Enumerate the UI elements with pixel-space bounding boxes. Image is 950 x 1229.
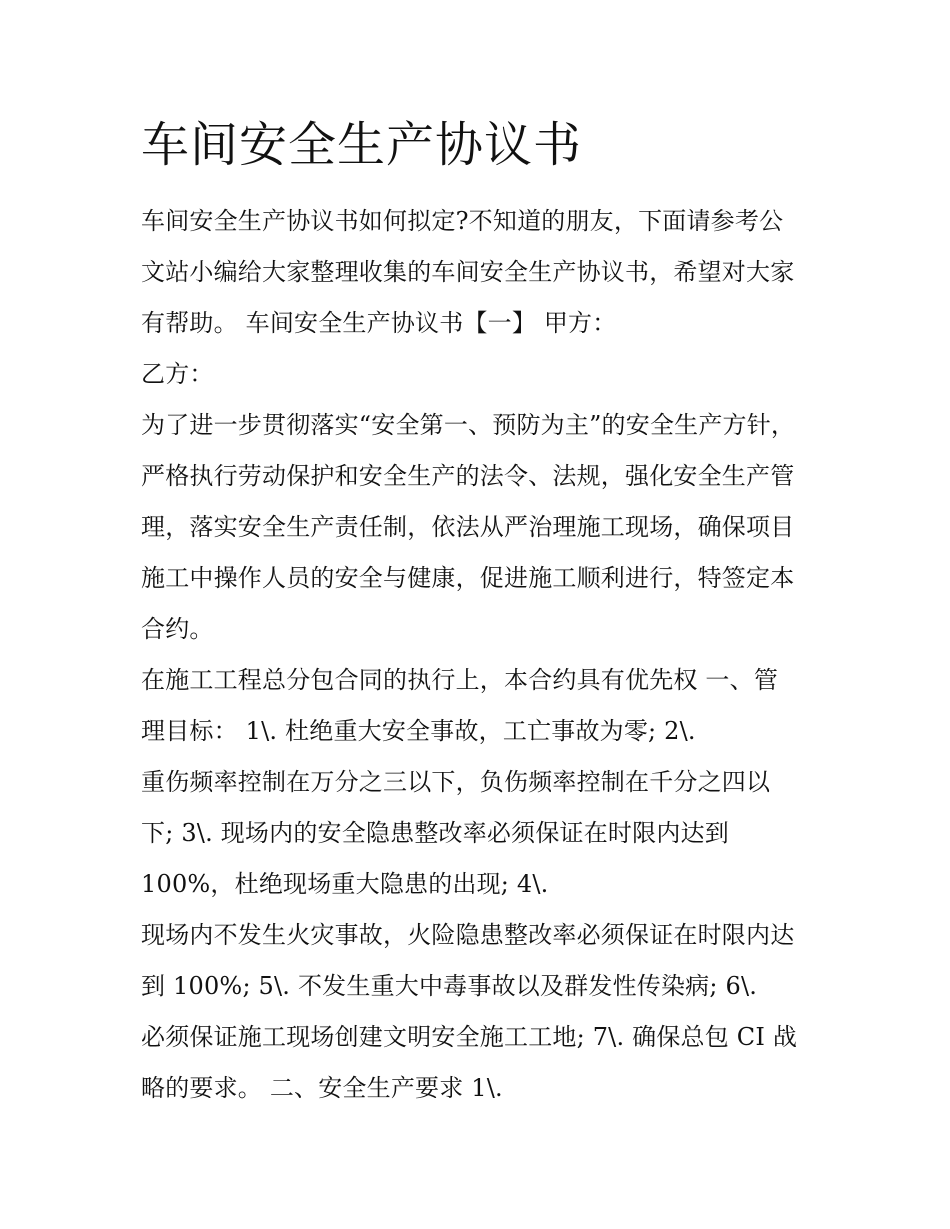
body-line: 重伤频率控制在万分之三以下，负伤频率控制在千分之四以	[141, 768, 771, 796]
body-line: 略的要求。 二、安全生产要求 1\.	[141, 1074, 503, 1102]
body-line: 100%，杜绝现场重大隐患的出现; 4\.	[141, 870, 549, 898]
body-line: 施工中操作人员的安全与健康，促进施工顺利进行，特签定本	[141, 564, 795, 592]
body-line: 为了进一步贯彻落实“安全第一、预防为主”的安全生产方针，	[141, 411, 796, 439]
body-line: 到 100%; 5\. 不发生重大中毒事故以及群发性传染病; 6\.	[141, 972, 758, 1000]
body-line: 乙方：	[141, 360, 214, 388]
body-line: 下; 3\. 现场内的安全隐患整改率必须保证在时限内达到	[141, 819, 729, 847]
body-line: 合约。	[141, 615, 214, 643]
body-line: 现场内不发生火灾事故，火险隐患整改率必须保证在时限内达	[141, 921, 795, 949]
body-line: 理目标： 1\. 杜绝重大安全事故，工亡事故为零; 2\.	[141, 717, 696, 745]
body-line: 文站小编给大家整理收集的车间安全生产协议书，希望对大家	[141, 258, 795, 286]
document-title: 车间安全生产协议书	[141, 117, 583, 173]
body-line: 必须保证施工现场创建文明安全施工工地; 7\. 确保总包 CI 战	[141, 1023, 798, 1051]
body-line: 理，落实安全生产责任制，依法从严治理施工现场，确保项目	[141, 513, 795, 541]
document-body	[141, 196, 821, 1114]
body-line: 严格执行劳动保护和安全生产的法令、法规，强化安全生产管	[141, 462, 795, 490]
body-line: 在施工工程总分包合同的执行上，本合约具有优先权 一、管	[141, 666, 779, 694]
body-line: 有帮助。 车间安全生产协议书【一】 甲方：	[141, 309, 617, 337]
body-line: 车间安全生产协议书如何拟定?不知道的朋友，下面请参考公	[141, 207, 784, 235]
